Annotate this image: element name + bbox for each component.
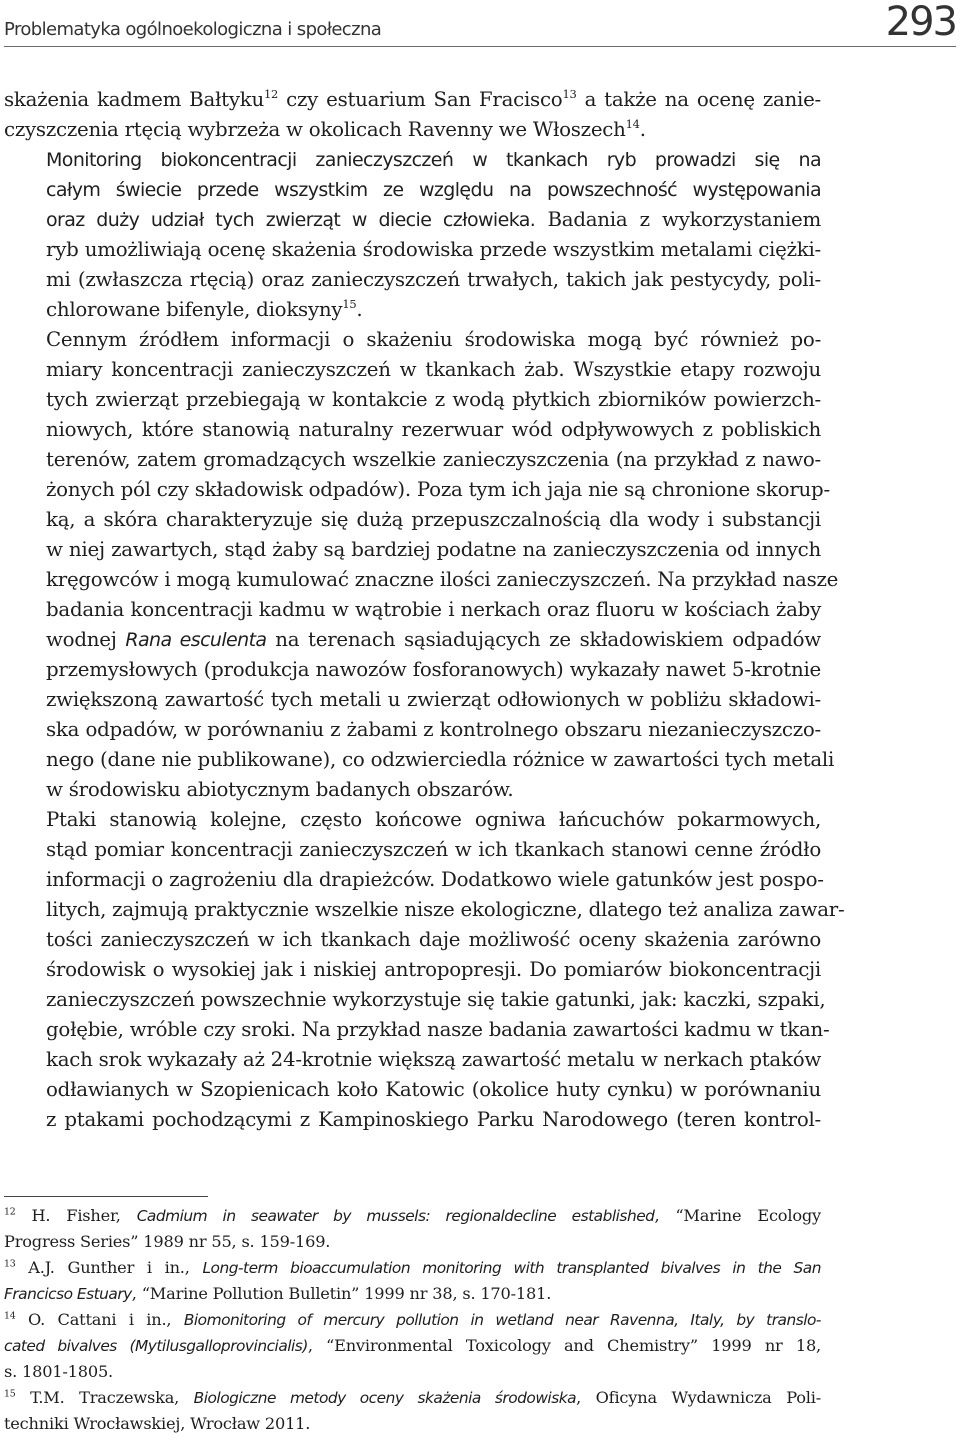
footnote-14: $^{14}$ O. Cattani i in., Biomonitoring of mercury pollution in wetland near Ravenna, Italy, by translo- cated bivalves (Mytilusgalloprovincialis), “Environmental Toxicology and Chemistry” 1999 nr 18, s. 1801-1805. (4, 1310, 821, 1381)
text-line: zanieczyszczeń powszechnie wykorzystuje się takie gatunki, jak: kaczki, szpaki, (46, 988, 826, 1011)
text-line: oraz duży udział tych zwierząt w diecie człowieka. Badania z wykorzystaniem (46, 208, 821, 231)
running-title: Problematyka ogólnoekologiczna i społeczna (4, 19, 382, 40)
text-line: tości zanieczyszczeń w ich tkankach daje możliwość oceny skażenia zarówno (46, 928, 821, 951)
text-line: kach srok wykazały aż 24-krotnie większą zawartość metalu w nerkach ptaków (46, 1048, 822, 1071)
text-line: miary koncentracji zanieczyszczeń w tkankach żab. Wszystkie etapy rozwoju (46, 358, 822, 381)
paragraph-2 (4, 145, 821, 325)
text-line: mi (zwłaszcza rtęcią) oraz zanieczyszczeń trwałych, takich jak pestycydy, poli- (46, 268, 821, 291)
footnote-number: 13 (4, 1258, 16, 1270)
text-line: nego (dane nie publikowane), co odzwierciedla różnice w zawartości tych metali (46, 748, 835, 771)
footnote-12: $^{12}$ H. Fisher, Cadmium in seawater by mussels: regionaldecline established, “Marine Ecology Progress Series” 1989 nr 55, s. 159-169. (4, 1206, 821, 1251)
paragraph-3 (4, 325, 839, 805)
text-line: ska odpadów, w porównaniu z żabami z kontrolnego obszaru niezanieczyszczo- (46, 718, 821, 741)
footnotes (4, 1203, 821, 1437)
text-line: stąd pomiar koncentracji zanieczyszczeń w ich tkankach stanowi cenne źródło (46, 838, 821, 861)
footnote-number: 15 (4, 1388, 16, 1400)
footnote-ref-12: 12 (264, 86, 279, 101)
text-line: czyszczenia rtęcią wybrzeża w okolicach Ravenny we Włoszech$^{14}$. (4, 116, 646, 141)
text-line: informacji o zagrożeniu dla drapieżców. Dodatkowo wiele gatunków jest pospo- (46, 868, 824, 891)
page-number: 293 (885, 0, 956, 45)
text-line: Monitoring biokoncentracji zanieczyszczeń w tkankach ryb prowadzi się na (46, 149, 821, 171)
text-line: wodnej Rana esculenta na terenach sąsiadujących ze składowiskiem odpadów (46, 628, 821, 651)
text-line: żonych pól czy składowisk odpadów). Poza tym ich jaja nie są chronione skorup- (46, 478, 830, 501)
footnote-ref-13: 13 (562, 86, 577, 101)
paragraph-1 (4, 85, 821, 145)
footnote-15: $^{15}$ T.M. Traczewska, Biologiczne metody oceny skażenia środowiska, Oficyna Wydawnicza Poli- techniki Wrocławskiej, Wrocław 2011. (4, 1388, 822, 1433)
text-line: tych zwierząt przebiegają w kontakcie z wodą płytkich zbiorników powierzch- (46, 388, 821, 411)
species-name: Rana esculenta (125, 629, 267, 651)
text-line: gołębie, wróble czy sroki. Na przykład nasze badania zawartości kadmu w tkan- (46, 1018, 830, 1041)
text-line: litych, zajmują praktycznie wszelkie nisze ekologiczne, dlatego też analiza zawar- (46, 898, 845, 921)
text-line: odławianych w Szopienicach koło Katowic (okolice huty cynku) w porównaniu (46, 1078, 821, 1101)
text-line: ryb umożliwiają ocenę skażenia środowiska przede wszystkim metalami ciężki- (46, 238, 821, 261)
footnote-number: 12 (4, 1206, 16, 1218)
footnote-number: 14 (4, 1310, 16, 1322)
text-line: przemysłowych (produkcja nawozów fosforanowych) wykazały nawet 5-krotnie (46, 658, 821, 681)
text-line: Ptaki stanowią kolejne, często końcowe ogniwa łańcuchów pokarmowych, (46, 808, 821, 831)
text-line: w środowisku abiotycznym badanych obszarów. (46, 778, 514, 801)
text-line: środowisk o wysokiej jak i niskiej antropopresji. Do pomiarów biokoncentracji (46, 958, 821, 981)
footnote-13: $^{13}$ A.J. Gunther i in., Long-term bioaccumulation monitoring with transplanted bivalves in the San Francicso Estuary, “Marine Pollution Bulletin” 1999 nr 38, s. 170-181. (4, 1258, 821, 1303)
text-line: niowych, które stanowią naturalny rezerwuar wód odpływowych z pobliskich (46, 418, 821, 441)
text-line: w niej zawartych, stąd żaby są bardziej podatne na zanieczyszczenia od innych (46, 538, 821, 561)
footnote-ref-15: 15 (342, 296, 357, 311)
text-line: terenów, zatem gromadzących wszelkie zanieczyszczenia (na przykład z nawo- (46, 448, 821, 471)
text-line: całym świecie przede wszystkim ze względu na powszechność występowania (46, 179, 821, 201)
running-header (4, 0, 956, 47)
main-text (4, 85, 845, 1135)
footnote-separator (4, 1196, 208, 1197)
text-line: ką, a skóra charakteryzuje się dużą przepuszczalnością dla wody i substancji (46, 508, 821, 531)
text-line: zwiększoną zawartość tych metali u zwierząt odłowionych w pobliżu składowi- (46, 688, 821, 711)
paragraph-4 (4, 805, 845, 1135)
text-line: z ptakami pochodzącymi z Kampinoskiego Parku Narodowego (teren kontrol- (46, 1108, 821, 1131)
footnote-ref-14: 14 (625, 116, 640, 131)
text-line: Cennym źródłem informacji o skażeniu środowiska mogą być również po- (46, 328, 821, 351)
text-line: badania koncentracji kadmu w wątrobie i nerkach oraz fluoru w kościach żaby (46, 598, 821, 621)
text-line: chlorowane bifenyle, dioksyny$^{15}$. (46, 296, 363, 321)
text-line: skażenia kadmem Bałtyku$^{12}$ czy estuarium San Fracisco$^{13}$ a także na ocenę zanie- (4, 86, 821, 111)
text-line: kręgowców i mogą kumulować znaczne ilości zanieczyszczeń. Na przykład nasze (46, 568, 839, 591)
